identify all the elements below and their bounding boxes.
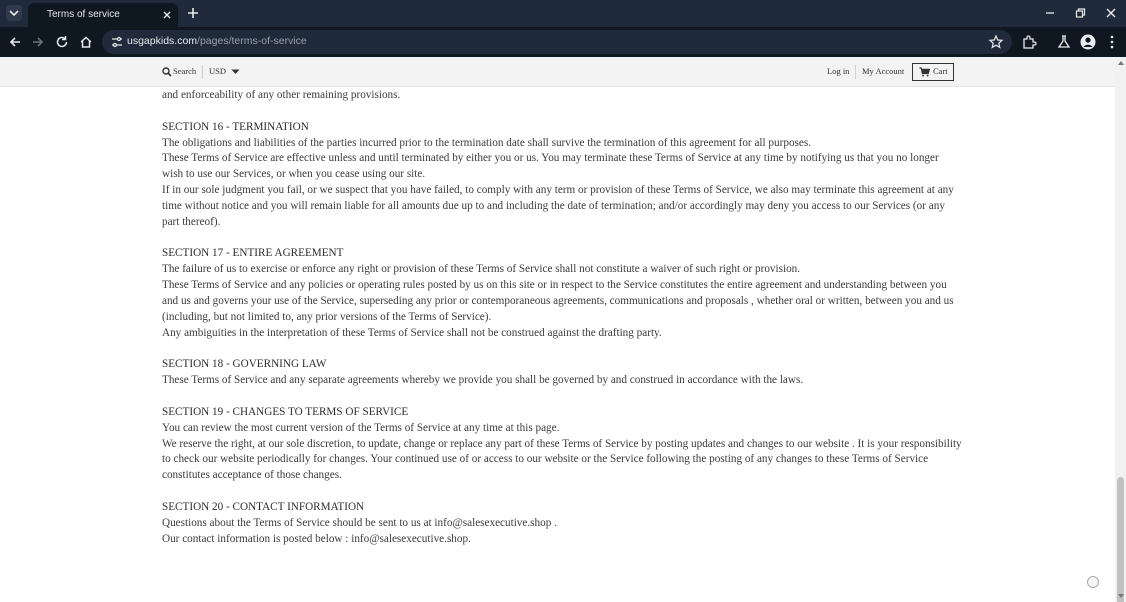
url-path: /pages/terms-of-service: [197, 35, 307, 47]
currency-selector[interactable]: USD: [209, 66, 227, 76]
scrollbar-thumb[interactable]: [1117, 477, 1124, 602]
section-20-paragraph: Our contact information is posted below : info@salesexecutive.shop.: [162, 532, 471, 545]
scroll-down-arrow-icon[interactable]: [1118, 594, 1124, 598]
section-17-paragraph: The failure of us to exercise or enforce any right or provision of these Terms of Service shall not constitute a waiver of such right or provision.: [162, 263, 801, 276]
url-text: [127, 35, 307, 47]
section-17-paragraph: These Terms of Service and any policies or operating rules posted by us on this site or in respect to the Service constitutes the entire agreement and understanding between you and us and governs your use of the Service, superseding any prior or contemporaneous agreements, communications and proposals , whether oral or written, between you and us (including, but not limited to, any prior versions of the Terms of Service).: [162, 279, 954, 323]
site-header: [0, 57, 1115, 87]
extensions-icon[interactable]: [1020, 33, 1038, 51]
reload-icon[interactable]: [54, 34, 70, 50]
cart-icon: [919, 67, 930, 77]
section-17-paragraph: Any ambiguities in the interpretation of these Terms of Service shall not be construed against the drafting party.: [162, 326, 662, 339]
profile-avatar-icon[interactable]: [1079, 33, 1097, 51]
chat-widget-icon[interactable]: [1087, 576, 1099, 588]
section-19-paragraph: You can review the most current version of the Terms of Service at any time at this page.: [162, 421, 560, 434]
section-16-paragraph: These Terms of Service are effective unless and until terminated by either you or us. You may terminate these Terms of Service at any time by notifying us that you no longer wish to use our Services, or when you cease using our site.: [162, 152, 939, 181]
minimize-icon[interactable]: [1043, 6, 1057, 20]
page-scrollbar[interactable]: [1115, 57, 1126, 602]
more-menu-icon[interactable]: [1103, 33, 1121, 51]
browser-toolbar: [0, 27, 1126, 57]
url-host: usgapkids.com: [127, 35, 198, 47]
bookmark-star-icon[interactable]: [988, 34, 1004, 50]
section-16-paragraph: The obligations and liabilities of the parties incurred prior to the termination date shall survive the termination of this agreement for all purposes.: [162, 136, 812, 149]
section-16-heading: SECTION 16 - TERMINATION: [162, 120, 309, 133]
login-link[interactable]: Log in: [827, 66, 850, 76]
header-divider: [202, 65, 203, 79]
section-16-paragraph: If in our sole judgment you fail, or we suspect that you have failed, to comply with any term or provision of these Terms of Service, we also may terminate this agreement at any time without notice and you will remain liable for all amounts due up to and including the date of termination; and/or accordingly may deny you access to our Services (or any part thereof).: [162, 184, 954, 228]
labs-flask-icon[interactable]: [1055, 33, 1073, 51]
browser-tab-bar: [0, 0, 1126, 27]
search-label: Search: [173, 66, 197, 76]
tab-search-button[interactable]: [6, 5, 22, 21]
section-19-paragraph: We reserve the right, at our sole discretion, to update, change or replace any part of these Terms of Service by posting updates and changes to our website . It is your responsibility to check our website periodically for changes. Your continued use of or access to our website or the Service following the posting of any changes to these Terms of Service constitutes acceptance of those changes.: [162, 437, 962, 482]
close-window-icon[interactable]: [1104, 6, 1118, 20]
back-arrow-icon[interactable]: [7, 34, 23, 50]
search-icon: [162, 67, 172, 77]
section-18-paragraph: These Terms of Service and any separate agreements whereby we provide you shall be governed by and construed in accordance with the laws.: [162, 374, 804, 387]
intro-tail: and enforceability of any other remaining provisions.: [162, 89, 401, 101]
cart-button[interactable]: [912, 63, 954, 81]
section-19-heading: SECTION 19 - CHANGES TO TERMS OF SERVICE: [162, 405, 409, 418]
terms-content: [162, 88, 962, 547]
home-icon[interactable]: [78, 34, 94, 50]
chevron-down-icon: [9, 9, 19, 17]
close-tab-icon[interactable]: [160, 8, 174, 22]
new-tab-icon[interactable]: [186, 6, 200, 20]
section-17-heading: SECTION 17 - ENTIRE AGREEMENT: [162, 247, 344, 260]
section-18-heading: SECTION 18 - GOVERNING LAW: [162, 358, 327, 371]
caret-down-icon[interactable]: [231, 69, 240, 75]
scroll-up-arrow-icon[interactable]: [1118, 61, 1124, 65]
my-account-link[interactable]: My Account: [862, 66, 905, 76]
active-tab[interactable]: [28, 3, 178, 27]
address-bar[interactable]: [102, 30, 1012, 54]
site-settings-icon[interactable]: [110, 35, 124, 49]
tab-title: Terms of service: [47, 9, 120, 20]
header-divider: [855, 65, 856, 79]
section-20-paragraph: Questions about the Terms of Service should be sent to us at info@salesexecutive.shop .: [162, 516, 557, 529]
cart-label: Cart: [933, 66, 948, 76]
section-20-heading: SECTION 20 - CONTACT INFORMATION: [162, 500, 365, 513]
restore-icon[interactable]: [1073, 6, 1087, 20]
forward-arrow-icon[interactable]: [30, 34, 46, 50]
